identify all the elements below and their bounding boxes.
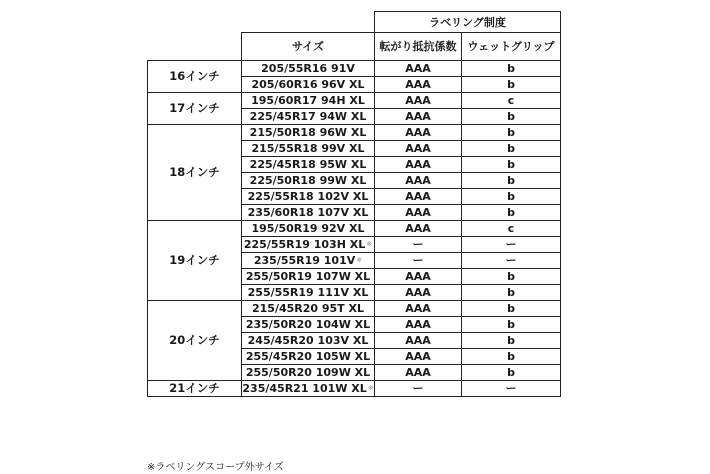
tire-size-cell <box>242 301 375 317</box>
tire-size-text: 205/60R16 96V XL <box>251 78 365 91</box>
rolling-resistance-cell: AAA <box>375 365 462 381</box>
tire-size-text: 225/55R19 103H XL <box>243 238 366 251</box>
table-row <box>148 381 561 397</box>
tire-size-text: 215/45R20 95T XL <box>251 302 365 315</box>
wet-grip-cell: b <box>462 365 561 381</box>
tire-size-text: 225/45R18 95W XL <box>249 158 367 171</box>
tire-size-cell <box>242 125 375 141</box>
tire-size-cell <box>242 157 375 173</box>
tire-size-text: 255/55R19 111V XL <box>247 286 369 299</box>
wet-grip-cell: b <box>462 205 561 221</box>
table-row <box>148 301 561 317</box>
rolling-resistance-cell: AAA <box>375 333 462 349</box>
wet-grip-cell: b <box>462 141 561 157</box>
header-size: サイズ <box>242 33 375 61</box>
tire-size-text: 215/55R18 99V XL <box>251 142 365 155</box>
tire-size-cell <box>242 333 375 349</box>
tire-size-text: 225/55R18 102V XL <box>247 190 369 203</box>
wet-grip-cell: b <box>462 125 561 141</box>
out-of-scope-mark: ※ <box>367 384 374 392</box>
wet-grip-cell: b <box>462 301 561 317</box>
header-row-1 <box>148 12 561 33</box>
rolling-resistance-cell: AAA <box>375 93 462 109</box>
inch-group-label: 18インチ <box>148 125 242 221</box>
rolling-resistance-cell: AAA <box>375 77 462 93</box>
wet-grip-cell: b <box>462 109 561 125</box>
tire-size-text: 255/45R20 105W XL <box>245 350 371 363</box>
tire-size-cell <box>242 109 375 125</box>
wet-grip-cell: b <box>462 173 561 189</box>
rolling-resistance-cell: ー <box>375 253 462 269</box>
tire-size-text: 235/45R21 101W XL <box>242 382 367 395</box>
header-wet-grip: ウェットグリップ <box>462 33 561 61</box>
wet-grip-cell: b <box>462 333 561 349</box>
wet-grip-cell: b <box>462 189 561 205</box>
wet-grip-cell: c <box>462 221 561 237</box>
header-labeling-system: ラベリング制度 <box>375 12 561 33</box>
tire-size-text: 195/60R17 94H XL <box>251 94 365 107</box>
header-row-2 <box>148 33 561 61</box>
tire-size-cell <box>242 365 375 381</box>
rolling-resistance-cell: AAA <box>375 189 462 205</box>
rolling-resistance-cell: ー <box>375 381 462 397</box>
rolling-resistance-cell: AAA <box>375 301 462 317</box>
tire-size-text: 225/50R18 99W XL <box>249 174 367 187</box>
tire-size-text: 235/60R18 107V XL <box>247 206 369 219</box>
tire-size-cell <box>242 317 375 333</box>
rolling-resistance-cell: ー <box>375 237 462 253</box>
tire-size-cell <box>242 237 375 253</box>
tire-size-text: 205/55R16 91V <box>261 62 355 75</box>
tire-size-cell <box>242 93 375 109</box>
wet-grip-cell: ー <box>462 237 561 253</box>
inch-group-label: 21インチ <box>148 381 242 397</box>
table-row <box>148 93 561 109</box>
wet-grip-cell: b <box>462 269 561 285</box>
tire-size-text: 255/50R20 109W XL <box>245 366 371 379</box>
wet-grip-cell: c <box>462 93 561 109</box>
tire-size-text: 235/55R19 101V <box>253 254 356 267</box>
tire-size-cell <box>242 381 375 397</box>
wet-grip-cell: b <box>462 285 561 301</box>
rolling-resistance-cell: AAA <box>375 285 462 301</box>
tire-size-cell <box>242 221 375 237</box>
wet-grip-cell: ー <box>462 253 561 269</box>
rolling-resistance-cell: AAA <box>375 61 462 77</box>
wet-grip-cell: b <box>462 77 561 93</box>
rolling-resistance-cell: AAA <box>375 109 462 125</box>
table-row <box>148 61 561 77</box>
wet-grip-cell: b <box>462 317 561 333</box>
table-row <box>148 221 561 237</box>
wet-grip-cell: b <box>462 61 561 77</box>
inch-group-label: 17インチ <box>148 93 242 125</box>
rolling-resistance-cell: AAA <box>375 269 462 285</box>
rolling-resistance-cell: AAA <box>375 173 462 189</box>
rolling-resistance-cell: AAA <box>375 141 462 157</box>
rolling-resistance-cell: AAA <box>375 205 462 221</box>
tire-size-text: 195/50R19 92V XL <box>251 222 365 235</box>
rolling-resistance-cell: AAA <box>375 221 462 237</box>
tire-size-text: 235/50R20 104W XL <box>245 318 371 331</box>
rolling-resistance-cell: AAA <box>375 349 462 365</box>
inch-group-label: 19インチ <box>148 221 242 301</box>
rolling-resistance-cell: AAA <box>375 157 462 173</box>
tire-size-cell <box>242 253 375 269</box>
out-of-scope-mark: ※ <box>366 240 373 248</box>
out-of-scope-mark: ※ <box>356 256 363 264</box>
wet-grip-cell: ー <box>462 381 561 397</box>
tire-size-cell <box>242 205 375 221</box>
tire-size-cell <box>242 141 375 157</box>
tire-size-cell <box>242 61 375 77</box>
wet-grip-cell: b <box>462 157 561 173</box>
tire-labeling-table <box>147 11 561 397</box>
rolling-resistance-cell: AAA <box>375 125 462 141</box>
tire-size-cell <box>242 173 375 189</box>
tire-size-cell <box>242 285 375 301</box>
tire-size-cell <box>242 189 375 205</box>
table-row <box>148 125 561 141</box>
tire-size-cell <box>242 77 375 93</box>
footnote: ※ラベリングスコープ外サイズ <box>147 462 284 473</box>
wet-grip-cell: b <box>462 349 561 365</box>
tire-size-text: 255/50R19 107W XL <box>245 270 371 283</box>
header-rolling-resistance: 転がり抵抗係数 <box>375 33 462 61</box>
inch-group-label: 20インチ <box>148 301 242 381</box>
tire-size-text: 225/45R17 94W XL <box>249 110 367 123</box>
tire-size-text: 245/45R20 103V XL <box>247 334 369 347</box>
tire-size-cell <box>242 269 375 285</box>
rolling-resistance-cell: AAA <box>375 317 462 333</box>
tire-size-text: 215/50R18 96W XL <box>249 126 367 139</box>
tire-size-cell <box>242 349 375 365</box>
inch-group-label: 16インチ <box>148 61 242 93</box>
